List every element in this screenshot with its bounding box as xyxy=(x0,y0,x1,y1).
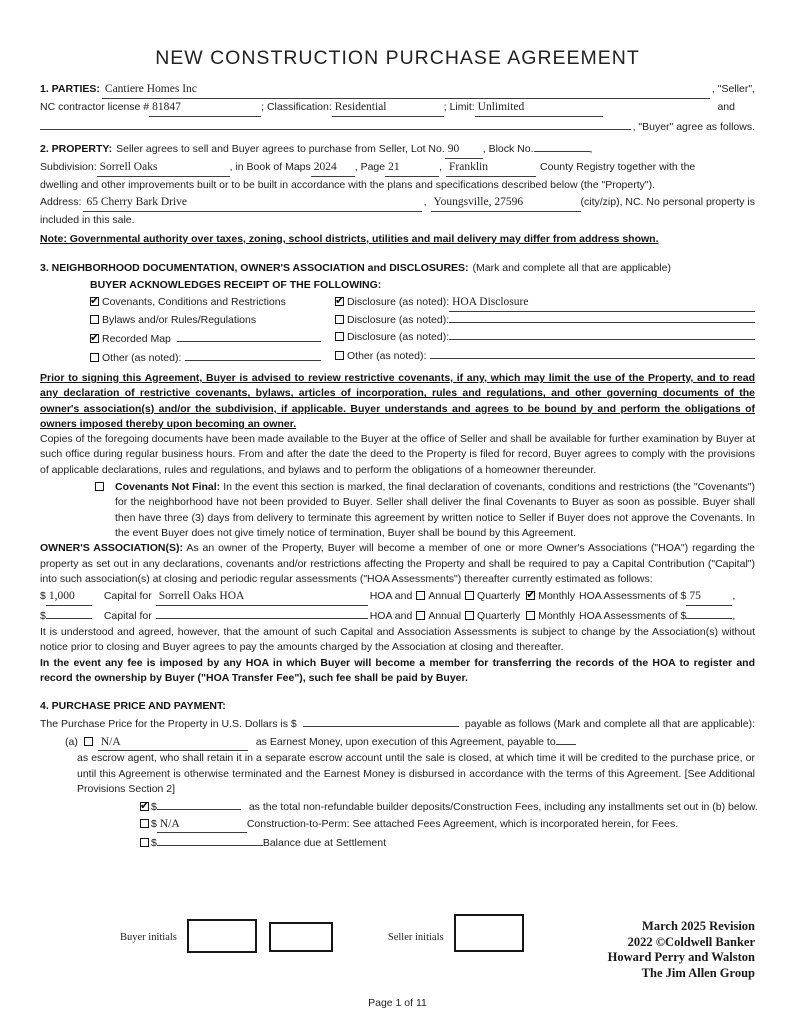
assessments-label: HOA Assessments of $ xyxy=(578,590,687,603)
license-number-field xyxy=(149,99,261,117)
revision-line: March 2025 Revision xyxy=(642,919,755,933)
revision-line: 2022 ©Coldwell Banker xyxy=(627,934,755,949)
builder-deposit-text: as the total non-refundable builder deposits/Construction Fees, including any installments set out in (b) below. xyxy=(248,801,758,814)
section-parties xyxy=(40,81,755,136)
seller-initials-box xyxy=(454,914,524,952)
county-value: Franklin xyxy=(449,161,489,173)
property-heading: 2. PROPERTY: xyxy=(40,143,113,155)
seller-name-field xyxy=(102,81,710,99)
subdivision-field xyxy=(97,159,230,177)
section-property xyxy=(40,139,755,248)
quarterly-label: Quarterly xyxy=(477,590,521,603)
earnest-money-field xyxy=(98,734,248,751)
classification-field xyxy=(332,99,444,117)
capital-for-label: Capital for xyxy=(103,610,152,623)
seller-name-value: Cantiere Homes Inc xyxy=(104,83,197,95)
footer xyxy=(40,919,755,981)
dollar-sign: $ xyxy=(151,837,157,850)
receipt-label: Disclosure (as noted): xyxy=(347,314,450,326)
assessment-amount-field-2 xyxy=(686,606,732,619)
disclosure-2-field xyxy=(449,322,755,323)
quarterly-label: Quarterly xyxy=(477,610,521,623)
maps-year-value: 2024 xyxy=(313,161,337,173)
understood-paragraph: It is understood and agreed, however, that the amount of such Capital and Association Assessments is subject to change by the Association(s) without notice prior to closing and Buyer agrees to pay the amounts charged by the Association at closing and thereafter. xyxy=(40,626,755,654)
receipt-row xyxy=(90,348,755,367)
buyer-suffix: , "Buyer" agree as follows. xyxy=(632,121,755,133)
cityzip-label: (city/zip), NC. No personal property is xyxy=(580,196,755,208)
page-value: 21 xyxy=(388,161,400,173)
construction-to-perm-row xyxy=(140,816,755,834)
section-neighborhood xyxy=(40,260,755,686)
maps-year-field xyxy=(311,159,355,177)
checkbox-disclosure-2 xyxy=(335,315,344,324)
property-line3: dwelling and other improvements built or to be built in accordance with the plans and specifications described below (the "Property"). xyxy=(40,179,656,191)
disclosure-3-field xyxy=(449,339,755,340)
row-comma: , xyxy=(732,610,736,623)
classification-value: Residential xyxy=(334,101,387,113)
property-line5: included in this sale. xyxy=(40,214,135,226)
hoa-and-label: HOA and xyxy=(369,590,413,603)
receipt-label: Other (as noted): xyxy=(347,350,427,362)
hoa-name-value-1: Sorrell Oaks HOA xyxy=(158,590,245,603)
checkbox-other-left xyxy=(90,353,99,362)
checkbox-bylaws xyxy=(90,315,99,324)
receipt-label: Covenants, Conditions and Restrictions xyxy=(102,296,286,308)
disclosure-1-field xyxy=(449,294,755,312)
checkbox-disclosure-3 xyxy=(335,332,344,341)
cityzip-value: Youngsville, 27596 xyxy=(433,196,524,208)
monthly-label: Monthly xyxy=(538,610,575,623)
annual-label: Annual xyxy=(428,610,462,623)
seller-suffix: , "Seller", xyxy=(711,83,755,95)
hoa-paragraph xyxy=(40,541,755,587)
earnest-money-value: N/A xyxy=(100,736,121,749)
monthly-label: Monthly xyxy=(538,590,575,603)
limit-field xyxy=(475,99,603,117)
capital-for-label: Capital for xyxy=(103,590,152,603)
receipt-label: Recorded Map xyxy=(102,333,171,345)
revision-line: The Jim Allen Group xyxy=(641,965,755,980)
price-suffix: payable as follows (Mark and complete all that are applicable): xyxy=(464,718,755,731)
checkbox-annual-1 xyxy=(416,591,425,600)
lot-field xyxy=(445,141,483,159)
block-label: , Block No. xyxy=(482,143,534,155)
escrow-paragraph: as escrow agent, who shall retain it in a separate escrow account until the sale is closed, at which time it will be credited to the purchase price, or until this Agreement is otherwise terminated and the Earnest Money is disbursed in accordance with the terms of this Agreement. [See Additional Provisions Section 2] xyxy=(77,752,755,795)
address-field xyxy=(83,194,421,212)
limit-value: Unlimited xyxy=(477,101,525,113)
neighborhood-heading: 3. NEIGHBORHOOD DOCUMENTATION, OWNER'S ASSOCIATION and DISCLOSURES: xyxy=(40,262,469,274)
property-intro: Seller agrees to sell and Buyer agrees to purchase from Seller, Lot No. xyxy=(116,143,445,155)
payable-to-field xyxy=(556,732,576,745)
checkbox-recorded-map xyxy=(90,334,99,343)
checkbox-earnest-money xyxy=(84,737,93,746)
hoa-text: As an owner of the Property, Buyer will become a member of one or more Owner's Associations ("HOA") regarding the property as set out in any declarations, covenants and/or restrictions affecting the Property and shall be required to pay a Capital Contribution ("Capital") into such association(s) at closing and periodic regular assessments ("HOA Assessments") thereafter currently estimated as follows: xyxy=(40,542,755,585)
dollar-sign: $ xyxy=(151,801,157,814)
limit-label: ; Limit: xyxy=(443,101,475,113)
checkbox-other-right xyxy=(335,351,344,360)
earnest-money-row xyxy=(65,732,755,751)
item-a-label: (a) xyxy=(65,736,78,749)
subdivision-value: Sorrell Oaks xyxy=(99,161,158,173)
construction-to-perm-value: N/A xyxy=(159,817,180,830)
row-comma: , xyxy=(732,590,736,603)
earnest-money-text: as Earnest Money, upon execution of this Agreement, payable to xyxy=(255,736,556,749)
checkbox-covenants-not-final xyxy=(95,482,104,491)
hoa-name-field-1 xyxy=(156,588,368,606)
receipt-label: Other (as noted): xyxy=(102,352,182,364)
hoa-and-label: HOA and xyxy=(369,610,413,623)
receipt-row xyxy=(90,294,755,312)
assessment-amount-value-1: 75 xyxy=(689,590,701,603)
revision-block xyxy=(608,919,755,981)
construction-to-perm-field xyxy=(157,816,247,834)
other-right-field xyxy=(430,358,755,359)
lot-value: 90 xyxy=(447,143,460,155)
section-purchase xyxy=(40,699,758,851)
construction-to-perm-text: Construction-to-Perm: See attached Fees Agreement, which is incorporated herein, for Fees. xyxy=(246,817,679,830)
property-note: Note: Governmental authority over taxes, zoning, school districts, utilities and mail delivery may differ from address shown. xyxy=(40,233,659,245)
capital-amount-field-1 xyxy=(46,588,92,606)
page-field xyxy=(385,159,439,177)
checkbox-balance xyxy=(140,838,149,847)
revision-line: Howard Perry and Walston xyxy=(607,950,755,964)
receipt-row xyxy=(90,329,755,348)
dollar-sign: $ xyxy=(40,590,46,603)
builder-deposit-field xyxy=(157,797,241,810)
assessment-amount-field-1 xyxy=(686,588,732,606)
neighborhood-heading-note: (Mark and complete all that are applicable) xyxy=(472,262,671,274)
checkbox-disclosure-1 xyxy=(335,297,344,306)
receipt-row xyxy=(90,312,755,329)
license-number-value: 81847 xyxy=(152,101,181,113)
price-field xyxy=(303,714,459,727)
balance-text: Balance due at Settlement xyxy=(262,837,387,850)
checkbox-quarterly-2 xyxy=(465,611,474,620)
hoa-heading: OWNER'S ASSOCIATION(S): xyxy=(40,542,183,555)
disclosure-1-value: HOA Disclosure xyxy=(452,296,529,308)
receipt-checklist xyxy=(90,294,755,367)
receipt-label: Bylaws and/or Rules/Regulations xyxy=(102,314,257,326)
checkbox-annual-2 xyxy=(416,611,425,620)
checkbox-construction-to-perm xyxy=(140,819,149,828)
registry-label: County Registry together with the xyxy=(540,161,696,173)
dollar-sign: $ xyxy=(151,817,157,830)
classification-label: ; Classification: xyxy=(261,101,332,113)
hoa-assessment-row-2 xyxy=(40,606,755,625)
subdivision-label: Subdivision: xyxy=(40,161,97,173)
checkbox-quarterly-1 xyxy=(465,591,474,600)
other-left-field xyxy=(185,348,321,361)
capital-amount-field-2 xyxy=(46,606,92,619)
builder-deposit-row xyxy=(140,797,758,816)
page-number: Page 1 of 11 xyxy=(368,997,427,1009)
price-label: The Purchase Price for the Property in U.S. Dollars is $ xyxy=(40,718,297,731)
buyer-initials-box-2 xyxy=(269,922,333,952)
cityzip-field xyxy=(431,194,581,212)
checkbox-covenants xyxy=(90,297,99,306)
dollar-sign: $ xyxy=(40,610,46,623)
maps-label: , in Book of Maps xyxy=(229,161,311,173)
hoa-assessment-row-1 xyxy=(40,588,755,606)
covenants-not-final-heading: Covenants Not Final: xyxy=(115,481,221,494)
buyer-initials-label: Buyer initials xyxy=(120,932,177,943)
block-field xyxy=(534,139,590,152)
license-label: NC contractor license # xyxy=(40,101,150,113)
hoa-name-field-2 xyxy=(156,606,368,619)
covenants-not-final-text: In the event this section is marked, the final declaration of covenants, conditions and restrictions (the "Covenants") for the neighborhood have not been provided to Buyer. Seller shall deliver the final Covenants to Buyer as soon as possible. Buyer shall then have three (3) days from delivery to terminate this agreement by written notice to Seller if Buyer does not approve the Covenants. In the event Buyer does not give timely notice of termination, Buyer shall be bound by this Agreement. xyxy=(115,481,755,539)
recorded-map-field xyxy=(177,329,321,342)
checkbox-monthly-2 xyxy=(526,611,535,620)
block-comma: , xyxy=(589,143,593,155)
seller-initials-label: Seller initials xyxy=(387,932,444,943)
checkbox-builder-deposit xyxy=(140,802,149,811)
assessments-label: HOA Assessments of $ xyxy=(578,610,687,623)
transfer-fee-paragraph: In the event any fee is imposed by any HOA in which Buyer will become a member for transferring the records of the HOA to register and record the ownership by Buyer ("HOA Transfer Fee"), such fee shall be paid by Buyer. xyxy=(40,656,755,685)
parties-heading: 1. PARTIES: xyxy=(40,83,100,95)
receipt-label: Disclosure (as noted): xyxy=(347,331,450,343)
checkbox-monthly-1 xyxy=(526,591,535,600)
buyer-name-field xyxy=(40,117,631,130)
balance-row xyxy=(140,833,755,852)
receipt-label: Disclosure (as noted): xyxy=(347,296,450,308)
covenants-not-final-block xyxy=(95,480,755,541)
advisory-paragraph: Prior to signing this Agreement, Buyer is advised to review restrictive covenants, if any, which may limit the use of the Property, and to read any declaration of restrictive covenants, bylaws, articles of incorporation, rules and regulations, and other governing documents of the owner's association(s) and/or the subdivision, if applicable. Buyer understands and agrees to be bound by and perform the obligations of owners imposed thereby upon becoming an owner. xyxy=(40,372,755,430)
annual-label: Annual xyxy=(428,590,462,603)
capital-amount-value-1: 1,000 xyxy=(48,590,75,603)
purchase-heading: 4. PURCHASE PRICE AND PAYMENT: xyxy=(40,700,226,713)
address-comma: , xyxy=(423,196,427,208)
copies-paragraph: Copies of the foregoing documents have been made available to the Buyer at the office of Seller and shall be available for further examination by Buyer at such office during regular business hours. From and after the date the deed to the Property is filed for record, Buyer agrees to comply with the provisions of applicable declarations, rules and regulations, and bylaws and to perform the obligations of a homeowner thereunder. xyxy=(40,433,755,476)
county-field xyxy=(446,159,536,177)
and-text: and xyxy=(717,101,735,113)
balance-field xyxy=(157,833,263,846)
address-value: 65 Cherry Bark Drive xyxy=(86,196,188,208)
address-label: Address: xyxy=(40,196,82,208)
document-title: NEW CONSTRUCTION PURCHASE AGREEMENT xyxy=(155,47,640,69)
county-comma: , xyxy=(439,161,443,173)
receipt-subheading: BUYER ACKNOWLEDGES RECEIPT OF THE FOLLOWING: xyxy=(90,279,382,291)
buyer-initials-box-1 xyxy=(187,919,257,953)
page-label: , Page xyxy=(354,161,386,173)
